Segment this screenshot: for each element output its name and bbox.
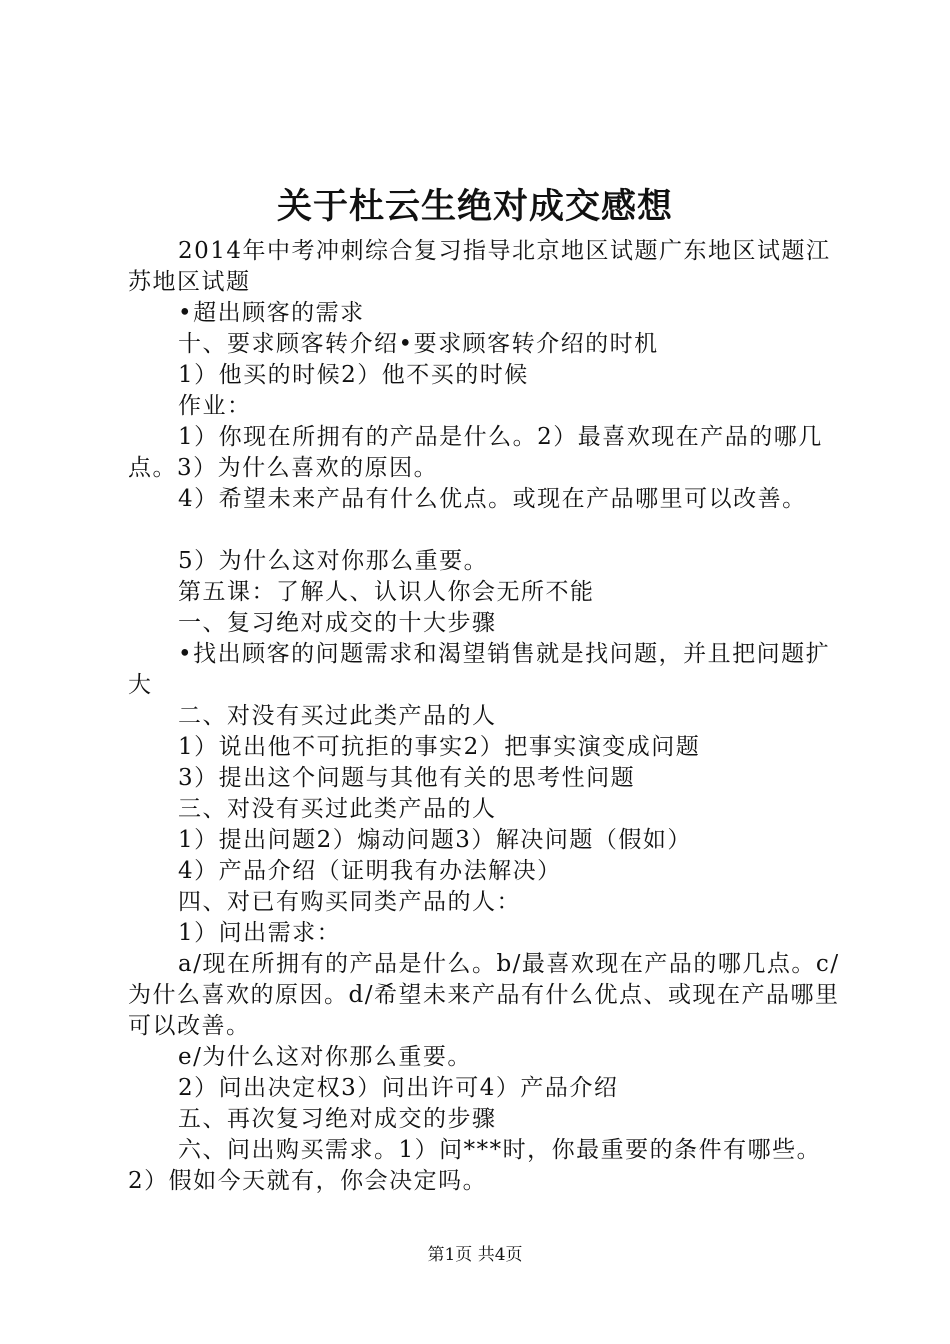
paragraph: •超出顾客的需求: [178, 300, 365, 326]
paragraph: 2）问出决定权3）问出许可4）产品介绍: [178, 1075, 619, 1101]
page-number-footer: 第1页 共4页: [427, 1245, 523, 1265]
paragraph: 3）提出这个问题与其他有关的思考性问题: [178, 765, 636, 791]
paragraph: 三、对没有买过此类产品的人: [178, 796, 497, 822]
paragraph: 五、再次复习绝对成交的步骤: [178, 1106, 497, 1132]
paragraph: e/为什么这对你那么重要。: [178, 1044, 472, 1070]
blank-line: [128, 515, 840, 546]
paragraph: 四、对已有购买同类产品的人：: [178, 889, 521, 915]
document-body: [128, 236, 840, 1197]
paragraph: 十、要求顾客转介绍•要求顾客转介绍的时机: [178, 331, 659, 357]
paragraph: 六、问出购买需求。1）问***时，你最重要的条件有哪些。2）假如今天就有，你会决定吗。: [128, 1137, 822, 1194]
paragraph: 1）问出需求：: [178, 920, 342, 946]
paragraph: 二、对没有买过此类产品的人: [178, 703, 497, 729]
paragraph: 1）说出他不可抗拒的事实2）把事实演变成问题: [178, 734, 701, 760]
paragraph: 一、复习绝对成交的十大步骤: [178, 610, 497, 636]
paragraph: 4）产品介绍（证明我有办法解决）: [178, 858, 562, 884]
paragraph: 5）为什么这对你那么重要。: [178, 548, 489, 574]
document-title: 关于杜云生绝对成交感想: [276, 187, 673, 227]
paragraph: 作业：: [178, 393, 252, 419]
paragraph: •找出顾客的问题需求和渴望销售就是找问题，并且把问题扩大: [128, 641, 831, 698]
paragraph: 1）他买的时候2）他不买的时候: [178, 362, 529, 388]
paragraph: 第五课：了解人、认识人你会无所不能: [178, 579, 595, 605]
paragraph: a/现在所拥有的产品是什么。b/最喜欢现在产品的哪几点。c/为什么喜欢的原因。d/希望未来产品有什么优点、或现在产品哪里可以改善。: [128, 951, 840, 1039]
paragraph: 1）你现在所拥有的产品是什么。2）最喜欢现在产品的哪几点。3）为什么喜欢的原因。: [128, 424, 823, 481]
paragraph: 4）希望未来产品有什么优点。或现在产品哪里可以改善。: [178, 486, 807, 512]
paragraph: 2014年中考冲刺综合复习指导北京地区试题广东地区试题江苏地区试题: [128, 238, 831, 295]
paragraph: 1）提出问题2）煽动问题3）解决问题（假如）: [178, 827, 692, 853]
